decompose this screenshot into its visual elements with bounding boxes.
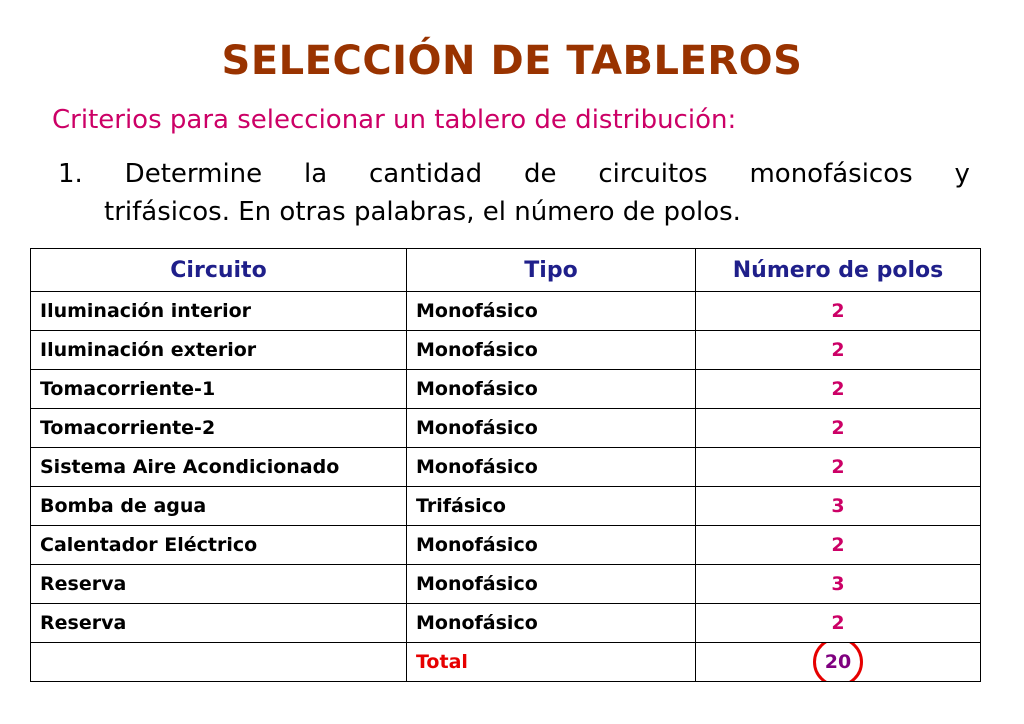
cell-circuito: Tomacorriente-1	[31, 370, 407, 409]
slide-subtitle: Criterios para seleccionar un tablero de distribución:	[52, 105, 737, 135]
point-word: monofásicos	[749, 159, 913, 189]
point-word: cantidad	[369, 159, 483, 189]
total-value: 20	[824, 651, 852, 673]
table-row	[31, 604, 981, 643]
point-word: y	[954, 159, 970, 189]
cell-circuito: Calentador Eléctrico	[31, 526, 407, 565]
cell-polos: 2	[696, 604, 981, 643]
cell-circuito: Reserva	[31, 604, 407, 643]
header-tipo: Tipo	[407, 249, 696, 292]
cell-polos: 3	[696, 487, 981, 526]
total-empty-cell	[31, 643, 407, 682]
total-label: Total	[407, 643, 696, 682]
cell-circuito: Iluminación interior	[31, 292, 407, 331]
table-row	[31, 370, 981, 409]
table-row	[31, 292, 981, 331]
cell-polos: 2	[696, 526, 981, 565]
cell-circuito: Reserva	[31, 565, 407, 604]
cell-polos: 2	[696, 409, 981, 448]
cell-polos: 3	[696, 565, 981, 604]
cell-circuito: Bomba de agua	[31, 487, 407, 526]
table-row	[31, 409, 981, 448]
cell-circuito: Sistema Aire Acondicionado	[31, 448, 407, 487]
cell-polos: 2	[696, 331, 981, 370]
point-word: circuitos	[598, 159, 708, 189]
circuits-table	[30, 248, 981, 682]
header-numero-polos: Número de polos	[696, 249, 981, 292]
cell-polos: 2	[696, 292, 981, 331]
cell-tipo: Trifásico	[407, 487, 696, 526]
table-row	[31, 526, 981, 565]
cell-tipo: Monofásico	[407, 370, 696, 409]
table-header-row	[31, 249, 981, 292]
slide-title: SELECCIÓN DE TABLEROS	[221, 38, 803, 84]
highlight-circle	[813, 643, 863, 682]
point-word: la	[304, 159, 328, 189]
point-line-2: trifásicos. En otras palabras, el número de polos.	[104, 197, 741, 227]
table-row	[31, 565, 981, 604]
point-word: Determine	[124, 159, 263, 189]
table-row	[31, 448, 981, 487]
point-word: 1.	[58, 159, 83, 189]
total-value-wrapper	[825, 651, 851, 673]
total-value-cell	[696, 643, 981, 682]
cell-polos: 2	[696, 448, 981, 487]
cell-circuito: Tomacorriente-2	[31, 409, 407, 448]
table-row	[31, 331, 981, 370]
cell-tipo: Monofásico	[407, 292, 696, 331]
total-row	[31, 643, 981, 682]
cell-tipo: Monofásico	[407, 409, 696, 448]
cell-tipo: Monofásico	[407, 565, 696, 604]
cell-tipo: Monofásico	[407, 331, 696, 370]
cell-tipo: Monofásico	[407, 604, 696, 643]
point-word: de	[523, 159, 557, 189]
cell-polos: 2	[696, 370, 981, 409]
numbered-point	[58, 155, 970, 231]
header-circuito: Circuito	[31, 249, 407, 292]
point-line-1	[58, 155, 970, 193]
cell-tipo: Monofásico	[407, 526, 696, 565]
cell-tipo: Monofásico	[407, 448, 696, 487]
table-row	[31, 487, 981, 526]
cell-circuito: Iluminación exterior	[31, 331, 407, 370]
